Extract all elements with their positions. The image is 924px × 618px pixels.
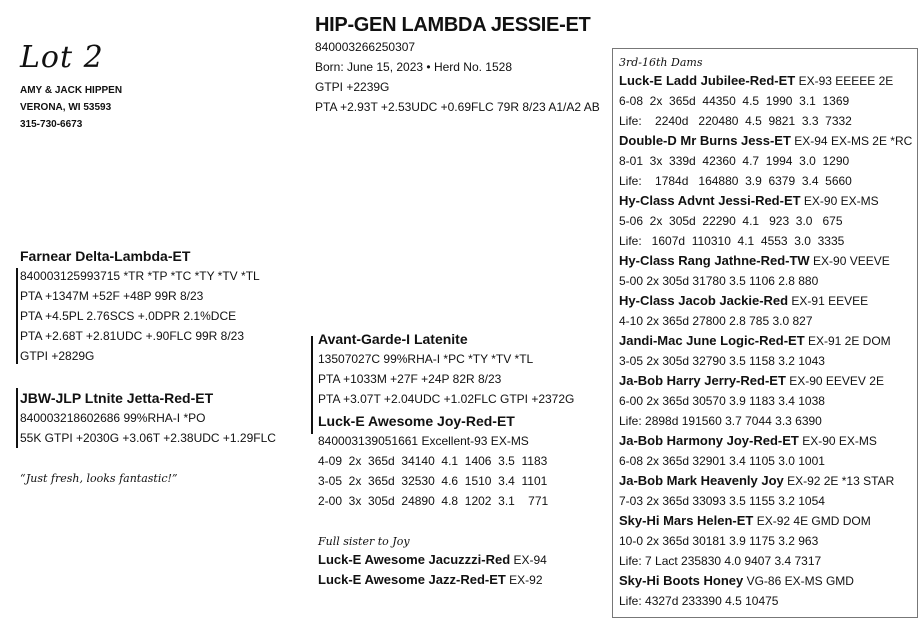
sire-bracket — [16, 268, 18, 364]
dam-line: 840003218602686 99%RHA-I *PO — [20, 411, 206, 425]
dam-entry-class: EX-91 EEVEE — [788, 294, 869, 308]
sister-name: Luck-E Awesome Jazz-Red-ET — [318, 572, 506, 587]
animal-pta: PTA +2.93T +2.53UDC +0.69FLC 79R 8/23 A1/A2 AB — [315, 100, 600, 114]
maternal-sire-name: Avant-Garde-I Latenite — [318, 331, 468, 347]
sister-entry — [318, 572, 543, 587]
dam-entry-name: Hy-Class Advnt Jessi-Red-ET EX-90 EX-MS — [619, 193, 879, 208]
dam-record: Life: 2898d 191560 3.7 7044 3.3 6390 — [619, 414, 822, 428]
quote: “Just fresh, looks fantastic!” — [20, 472, 178, 485]
granddam-record: 3-05 2x 365d 32530 4.6 1510 3.4 1101 — [318, 474, 548, 488]
dam-entry-name: Hy-Class Rang Jathne-Red-TW EX-90 VEEVE — [619, 253, 890, 268]
granddam-name: Luck-E Awesome Joy-Red-ET — [318, 413, 515, 429]
sire-line: PTA +1347M +52F +48P 99R 8/23 — [20, 289, 204, 303]
dam-entry-name: Hy-Class Jacob Jackie-Red EX-91 EEVEE — [619, 293, 869, 308]
dam-record: 6-08 2x 365d 32901 3.4 1105 3.0 1001 — [619, 454, 825, 468]
dam-entry-class: EX-92 2E *13 STAR — [783, 474, 895, 488]
dam-entry-name: Luck-E Ladd Jubilee-Red-ET EX-93 EEEEE 2E — [619, 73, 894, 88]
dam-name: JBW-JLP Ltnite Jetta-Red-ET — [20, 390, 214, 406]
dam-entry-class: EX-90 EX-MS — [798, 434, 877, 448]
dam-entry-class: EX-90 VEEVE — [809, 254, 890, 268]
dam-record: Life: 4327d 233390 4.5 10475 — [619, 594, 779, 608]
maternal-sire-bracket — [311, 336, 313, 434]
sister-class: EX-94 — [510, 553, 547, 567]
dams-box — [612, 48, 918, 618]
granddam-record: 2-00 3x 305d 24890 4.8 1202 3.1 771 — [318, 494, 549, 508]
dam-record: 4-10 2x 365d 27800 2.8 785 3.0 827 — [619, 314, 813, 328]
dam-entry-class: EX-90 EX-MS — [800, 194, 879, 208]
dam-entry-class: EX-93 EEEEE 2E — [795, 74, 894, 88]
sire-line: GTPI +2829G — [20, 349, 95, 363]
dam-record: Life: 7 Lact 235830 4.0 9407 3.4 7317 — [619, 554, 822, 568]
lot-number: Lot 2 — [20, 40, 104, 75]
maternal-sire-line: PTA +1033M +27F +24P 82R 8/23 — [318, 372, 502, 386]
dam-record: 3-05 2x 305d 32790 3.5 1158 3.2 1043 — [619, 354, 825, 368]
dam-record: 7-03 2x 365d 33093 3.5 1155 3.2 1054 — [619, 494, 825, 508]
dam-entry-name: Jandi-Mac June Logic-Red-ET EX-91 2E DOM — [619, 333, 891, 348]
dam-line: 55K GTPI +2030G +3.06T +2.38UDC +1.29FLC — [20, 431, 276, 445]
animal-born: Born: June 15, 2023 • Herd No. 1528 — [315, 60, 512, 74]
dam-entry-name: Ja-Bob Mark Heavenly Joy EX-92 2E *13 STAR — [619, 473, 895, 488]
dam-record: 10-0 2x 365d 30181 3.9 1175 3.2 963 — [619, 534, 819, 548]
dam-entry-name: Ja-Bob Harmony Joy-Red-ET EX-90 EX-MS — [619, 433, 877, 448]
dam-entry-name: Sky-Hi Boots Honey VG-86 EX-MS GMD — [619, 573, 854, 588]
dam-entry-name: Ja-Bob Harry Jerry-Red-ET EX-90 EEVEV 2E — [619, 373, 884, 388]
dam-record: Life: 2240d 220480 4.5 9821 3.3 7332 — [619, 114, 852, 128]
sire-name: Farnear Delta-Lambda-ET — [20, 248, 191, 264]
animal-id: 840003266250307 — [315, 40, 416, 54]
maternal-sire-line: PTA +3.07T +2.04UDC +1.02FLC GTPI +2372G — [318, 392, 575, 406]
dam-entry-name: Sky-Hi Mars Helen-ET EX-92 4E GMD DOM — [619, 513, 871, 528]
dam-entry-class: EX-94 EX-MS 2E *RC — [790, 134, 913, 148]
dam-record: 5-06 2x 305d 22290 4.1 923 3.0 675 — [619, 214, 843, 228]
sire-line: PTA +4.5PL 2.76SCS +.0DPR 2.1%DCE — [20, 309, 237, 323]
dam-entry-class: VG-86 EX-MS GMD — [743, 574, 854, 588]
sister-entry — [318, 552, 547, 567]
sister-name: Luck-E Awesome Jacuzzzi-Red — [318, 552, 511, 567]
owner-name: AMY & JACK HIPPEN — [20, 85, 123, 96]
sire-line: 840003125993715 *TR *TP *TC *TY *TV *TL — [20, 269, 260, 283]
maternal-sire-line: 13507027C 99%RHA-I *PC *TY *TV *TL — [318, 352, 534, 366]
sister-class: EX-92 — [505, 573, 543, 587]
dams-box-label: 3rd-16th Dams — [619, 56, 703, 69]
dam-record: 8-01 3x 339d 42360 4.7 1994 3.0 1290 — [619, 154, 850, 168]
animal-name: HIP-GEN LAMBDA JESSIE-ET — [315, 14, 591, 36]
full-sister-label: Full sister to Joy — [318, 535, 410, 548]
owner-phone: 315-730-6673 — [20, 119, 83, 130]
owner-city: VERONA, WI 53593 — [20, 102, 112, 113]
sire-line: PTA +2.68T +2.81UDC +.90FLC 99R 8/23 — [20, 329, 245, 343]
granddam-line: 840003139051661 Excellent-93 EX-MS — [318, 434, 529, 448]
dam-record: Life: 1784d 164880 3.9 6379 3.4 5660 — [619, 174, 852, 188]
dams-list — [619, 53, 912, 611]
dam-record: 5-00 2x 305d 31780 3.5 1106 2.8 880 — [619, 274, 819, 288]
dam-record: 6-00 2x 365d 30570 3.9 1183 3.4 1038 — [619, 394, 825, 408]
dam-record: Life: 1607d 110310 4.1 4553 3.0 3335 — [619, 234, 845, 248]
dam-bracket — [16, 388, 18, 448]
dam-record: 6-08 2x 365d 44350 4.5 1990 3.1 1369 — [619, 94, 850, 108]
dam-entry-class: EX-92 4E GMD DOM — [753, 514, 871, 528]
dam-entry-class: EX-90 EEVEV 2E — [785, 374, 884, 388]
dam-entry-name: Double-D Mr Burns Jess-ET EX-94 EX-MS 2E *RC — [619, 133, 913, 148]
granddam-record: 4-09 2x 365d 34140 4.1 1406 3.5 1183 — [318, 454, 548, 468]
dam-entry-class: EX-91 2E DOM — [804, 334, 891, 348]
animal-gtpi: GTPI +2239G — [315, 80, 390, 94]
